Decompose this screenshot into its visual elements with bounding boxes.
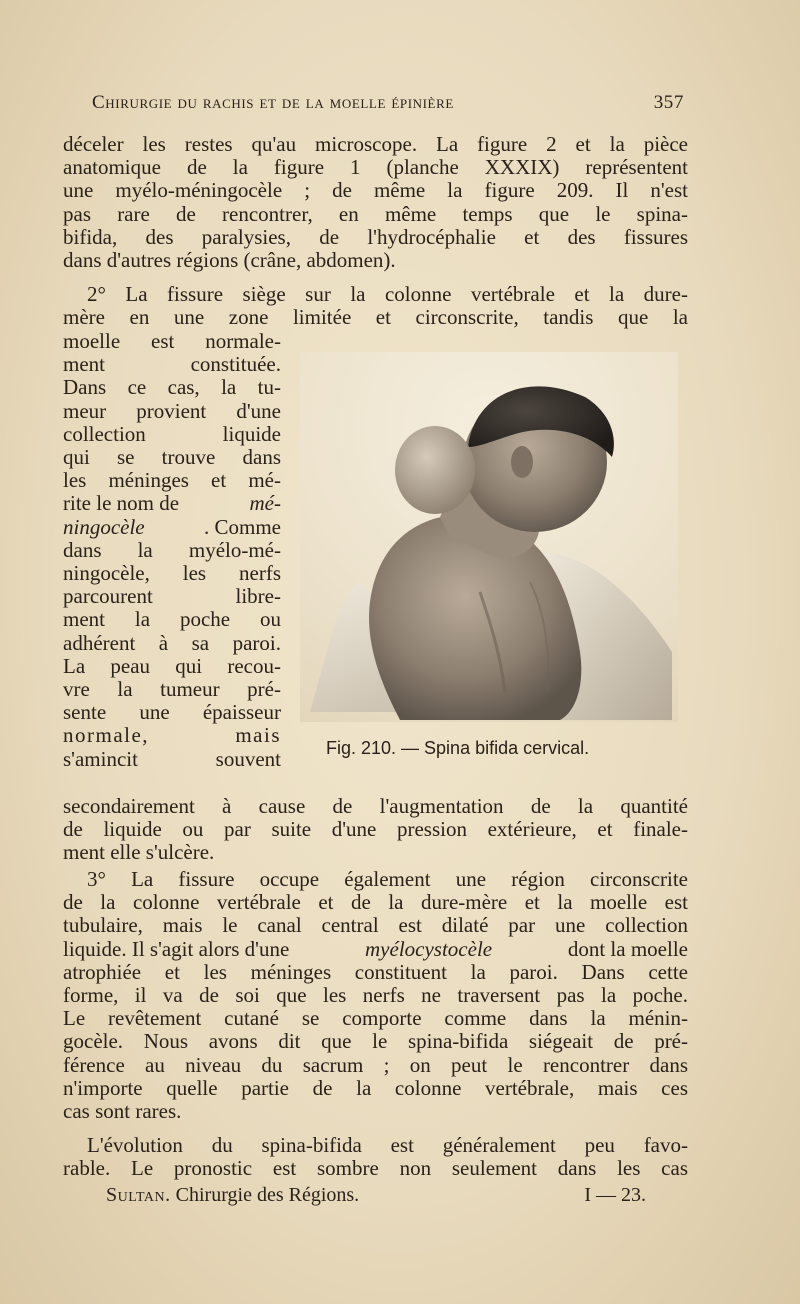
text-line: meur provient d'une bbox=[63, 398, 281, 423]
text-line: Dans ce cas, la tu- bbox=[63, 375, 281, 400]
text-line: n'importe quelle partie de la colonne vertébrale, mais ces bbox=[63, 1075, 688, 1100]
infant-photo-illustration bbox=[300, 352, 678, 722]
paragraph-2-start bbox=[63, 283, 688, 329]
footer-title: Chirurgie des Régions. bbox=[175, 1184, 360, 1206]
text-line: rable. Le pronostic est sombre non seulement dans les cas bbox=[63, 1156, 688, 1181]
page-number: 357 bbox=[653, 92, 684, 113]
text-line: moelle est normale- bbox=[63, 329, 281, 353]
text-line: qui se trouve dans bbox=[63, 445, 281, 470]
footer-book bbox=[106, 1184, 359, 1207]
text-line: adhérent à sa paroi. bbox=[63, 630, 281, 655]
paragraph-3 bbox=[63, 868, 688, 1123]
text-line: 2° La fissure siège sur la colonne vertébrale et la dure- bbox=[87, 282, 688, 306]
text-span: rite le nom de bbox=[63, 491, 180, 516]
paragraph-intro bbox=[63, 133, 688, 272]
running-header bbox=[92, 92, 684, 114]
paragraph-2-column bbox=[63, 330, 281, 771]
footer-author: Sultan. bbox=[106, 1184, 171, 1206]
figure-caption: Fig. 210. — Spina bifida cervical. bbox=[326, 738, 590, 758]
italic-term: myélocystocèle bbox=[365, 936, 493, 961]
text-line: dans la myélo-mé- bbox=[63, 537, 281, 562]
paragraph-4 bbox=[63, 1134, 688, 1180]
text-line: les méninges et mé- bbox=[63, 468, 281, 493]
italic-term: ningocèle bbox=[63, 514, 145, 539]
text-line: normale, mais bbox=[63, 723, 281, 748]
paragraph-2-end bbox=[63, 795, 688, 865]
text-line: parcourent libre- bbox=[63, 584, 281, 609]
text-line: de liquide ou par suite d'une pression extérieure, et finale- bbox=[63, 817, 688, 842]
text-line: forme, il va de soi que les nerfs ne traversent pas la poche. bbox=[63, 983, 688, 1008]
text-line: secondairement à cause de l'augmentation de la quantité bbox=[63, 794, 688, 818]
text-line: 3° La fissure occupe également une région circonscrite bbox=[87, 867, 688, 891]
text-span: dont la moelle bbox=[567, 936, 688, 961]
text-span: . Comme bbox=[204, 514, 281, 539]
text-line: s'amincit souvent bbox=[63, 746, 281, 771]
page-footer bbox=[106, 1184, 646, 1207]
text-line: férence au niveau du sacrum ; on peut le rencontrer dans bbox=[63, 1052, 688, 1077]
text-line: une myélo-méningocèle ; de même la figure 209. Il n'est bbox=[63, 178, 688, 203]
text-line: gocèle. Nous avons dit que le spina-bifida siégeait de pré- bbox=[63, 1029, 688, 1054]
footer-signature: I — 23. bbox=[584, 1184, 646, 1206]
text-line: bifida, des paralysies, de l'hydrocéphalie et des fissures bbox=[63, 224, 688, 249]
text-line: ment constituée. bbox=[63, 352, 281, 377]
text-line bbox=[63, 938, 688, 961]
text-line: mère en une zone limitée et circonscrite, tandis que la bbox=[63, 305, 688, 330]
text-line: collection liquide bbox=[63, 421, 281, 446]
text-line: pas rare de rencontrer, en même temps que le spina- bbox=[63, 201, 688, 226]
text-line: cas sont rares. bbox=[63, 1099, 182, 1124]
figure-photograph bbox=[300, 352, 678, 722]
header-title: Chirurgie du rachis et de la moelle épinière bbox=[92, 92, 454, 113]
text-line bbox=[63, 492, 281, 515]
text-line: L'évolution du spina-bifida est généralement peu favo- bbox=[87, 1133, 688, 1157]
text-span: liquide. Il s'agit alors d'une bbox=[63, 936, 290, 961]
text-line: vre la tumeur pré- bbox=[63, 677, 281, 702]
text-line: atrophiée et les méninges constituent la paroi. Dans cette bbox=[63, 959, 688, 984]
text-line: dans d'autres régions (crâne, abdomen). bbox=[63, 248, 396, 273]
text-line: de la colonne vertébrale et de la dure-mère et la moelle est bbox=[63, 890, 688, 915]
text-line: ningocèle, les nerfs bbox=[63, 561, 281, 586]
text-line: Le revêtement cutané se comporte comme dans la ménin- bbox=[63, 1006, 688, 1031]
text-line: tubulaire, mais le canal central est dilaté par une collection bbox=[63, 913, 688, 938]
text-line bbox=[63, 516, 281, 539]
text-line: sente une épaisseur bbox=[63, 700, 281, 725]
text-line: anatomique de la figure 1 (planche XXXIX) représentent bbox=[63, 155, 688, 180]
text-line: La peau qui recou- bbox=[63, 653, 281, 678]
italic-term: mé- bbox=[249, 491, 281, 516]
text-line: ment elle s'ulcère. bbox=[63, 840, 215, 865]
text-line: déceler les restes qu'au microscope. La figure 2 et la pièce bbox=[63, 132, 688, 156]
text-line: ment la poche ou bbox=[63, 607, 281, 632]
